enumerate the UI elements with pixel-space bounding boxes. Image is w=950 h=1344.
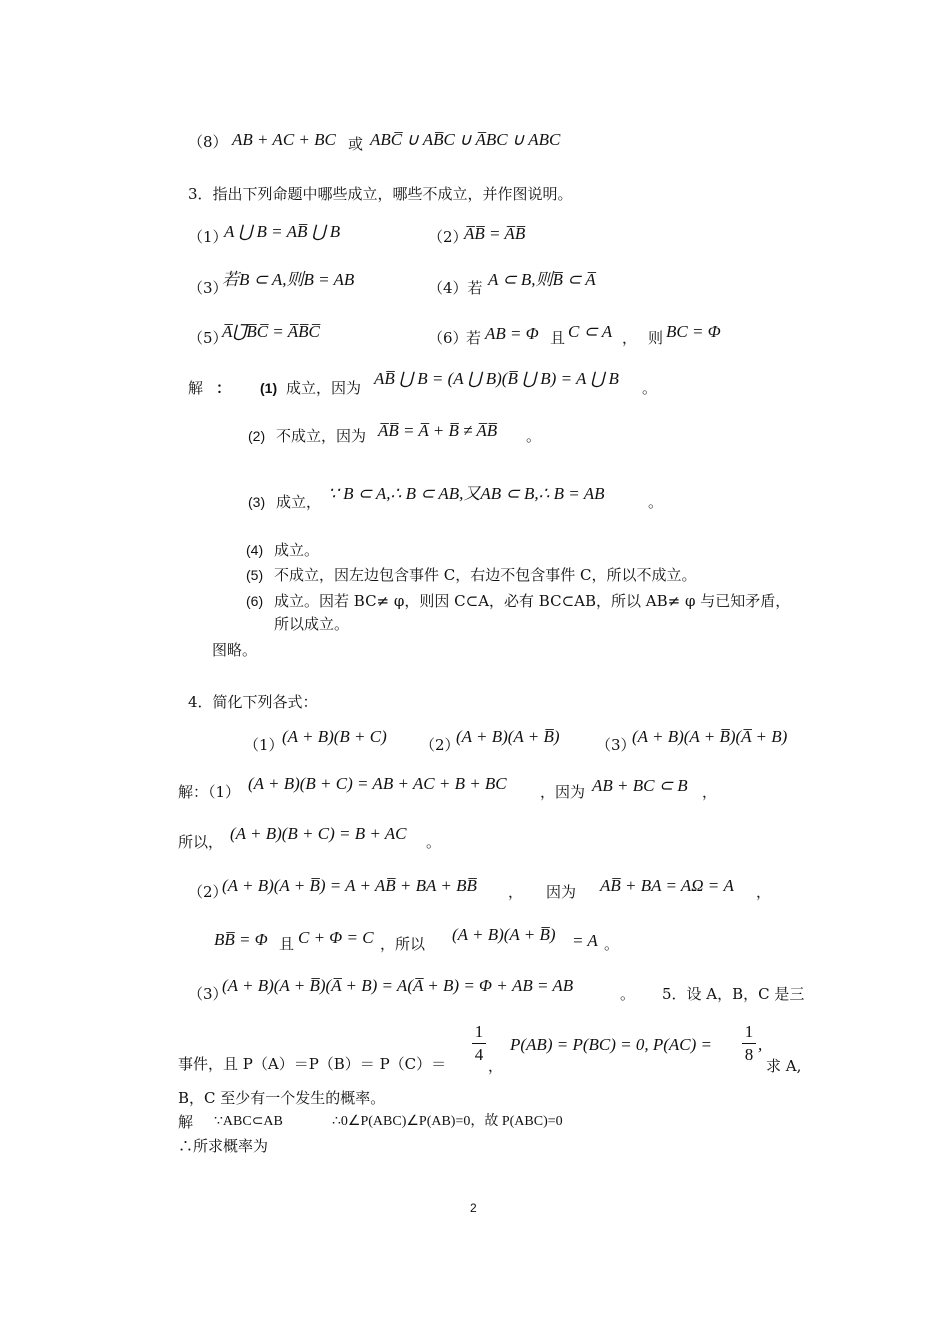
sol3-a1-end: 。 [642,379,658,397]
q4-i1-label: （1） [244,736,284,754]
q3-p6-expr2: C ⊂ A [568,322,613,341]
q5-fraction-2 [742,1022,756,1065]
q3-p6-expr1: AB = Φ [485,324,539,343]
sol4-s2-expr: (A + B)(A + B̅) = A + AB̅ + BA + BB̅ [222,876,477,895]
q3-p2-expr: A̅B̅ = A̅B̅ [464,224,526,243]
q5-frac1-num: 1 [474,1022,484,1041]
q3-p6-text4: 则 [648,329,664,347]
q5-sol-jie: 解 [178,1113,194,1131]
sol3-a6-label: (6) [246,593,264,609]
sol4-s1-expr: (A + B)(B + C) = AB + AC + B + BC [248,774,507,793]
sol3-a2-text: 不成立，因为 [276,427,367,445]
sol4-s1-end: ， [702,783,718,801]
sol4-s2-text: ， [508,883,524,901]
sol4-s3-end: 。 [620,985,636,1003]
q5-frac2-den: 8 [744,1045,754,1064]
q3-p3-expr: 若B ⊂ A,则B = AB [222,270,355,289]
sol3-colon: ： [216,379,232,397]
q3-p2-label: （2） [428,228,468,246]
q5-frac2-num: 1 [744,1022,754,1041]
q4-i1-expr: (A + B)(B + C) [282,727,387,746]
q5-sol-b: ∴0∠P(ABC)∠P(AB)=0，故 P(ABC)=0 [332,1114,563,1129]
sol3-a3-expr: ∵ B ⊂ A,∴ B ⊂ AB,又AB ⊂ B,∴ B = AB [328,484,605,503]
page-number: 2 [470,1201,477,1215]
q4-title: 4．简化下列各式： [188,693,318,711]
item8-label: （8） [188,133,228,151]
q5-frac1-bar [472,1043,486,1044]
q5-sol-c: ∴所求概率为 [178,1137,269,1155]
q5-line3: B，C 至少有一个发生的概率。 [178,1089,386,1107]
sol4-s3-expr: (A + B)(A + B̅)(A̅ + B) = A(A̅ + B) = Φ + AB = AB [222,976,574,995]
q3-p1-label: （1） [188,228,228,246]
sol4-s2b-expr4: = A [572,931,598,950]
q5-expr: P(AB) = P(BC) = 0, P(AC) = [510,1035,712,1054]
item8-expr: AB + AC + BC [232,130,336,149]
sol4-s1-text: ，因为 [540,783,586,801]
q3-p4-expr: A ⊂ B,则B̅ ⊂ A̅ [488,270,596,289]
sol3-a5-label: (5) [246,567,264,583]
sol3-a2-end: 。 [526,427,542,445]
sol4-s2b-expr2: C + Φ = C [298,928,374,947]
q4-i3-expr: (A + B)(A + B̅)(A̅ + B) [632,727,788,746]
sol4-s2b-end: 。 [604,935,620,953]
sol4-s2-expr2: AB̅ + BA = AΩ = A [600,876,734,895]
sol4-s2b-expr: BB̅ = Φ [214,930,268,949]
sol3-a3-end: 。 [648,493,664,511]
q5-fraction-1 [472,1022,486,1065]
q5-ask: 求 A, [766,1057,802,1075]
sol4-s2b-text: ，所以 [380,935,426,953]
q3-p6-label: （6） [428,329,468,347]
q3-p5-label: （5） [188,329,228,347]
q3-p6-expr3: BC = Φ [666,322,721,341]
sol4-s1-expr2: AB + BC ⊂ B [592,776,688,795]
sol3-a6-text2: 所以成立。 [274,615,350,633]
sol3-a1-text: 成立，因为 [286,379,362,397]
sol3-a5-text: 不成立，因左边包含事件 C，右边不包含事件 C，所以不成立。 [274,566,697,584]
sol4-s1b-text: 所以， [178,833,224,851]
sol4-s2-label: （2） [188,883,228,901]
q5-comma: ， [488,1057,504,1075]
sol3-figure: 图略。 [212,641,258,659]
q5-sol-a: ∵ABC⊂AB [214,1114,283,1129]
q5-frac2-bar [742,1043,756,1044]
sol3-a3-label: (3) [248,494,266,510]
q4-i3-label: （3） [596,736,636,754]
sol3-jie: 解 [188,379,204,397]
q5-intro: 5．设 A，B，C 是三 [662,985,805,1003]
q3-title: 3．指出下列命题中哪些成立，哪些不成立，并作图说明。 [188,185,573,203]
sol4-s2b-expr3: (A + B)(A + B̅) [452,925,556,944]
sol3-a3-text: 成立， [276,493,322,511]
q3-p6-text2: 且 [550,329,566,347]
q3-p5-expr: A̅⋃̅B̅C̅ = A̅B̅C̅ [222,322,320,341]
q3-p3-label: （3） [188,279,228,297]
sol4-s2b-and: 且 [279,935,295,953]
sol4-s1b-expr: (A + B)(B + C) = B + AC [230,824,407,843]
q5-frac1-den: 4 [474,1045,484,1064]
q3-p4-label: （4）若 [428,279,483,297]
q3-p6-text3: ， [622,329,638,347]
item8-expr2: ABC̅ ∪ AB̅C ∪ A̅BC ∪ ABC [370,130,561,149]
sol3-a1-expr: AB̅ ⋃ B = (A ⋃ B)(B̅ ⋃ B) = A ⋃ B [374,369,619,388]
q4-i2-expr: (A + B)(A + B̅) [456,727,560,746]
sol3-a2-label: (2) [248,428,266,444]
sol4-s2-end: ， [756,883,772,901]
sol4-s1b-end: 。 [426,833,442,851]
q4-i2-label: （2） [420,736,460,754]
q5-line2-text: 事件，且 P（A）＝P（B）＝ P（C）＝ [178,1055,447,1073]
sol4-s1-label: 解：（1） [178,783,241,801]
q3-p1-expr: A ⋃ B = AB̅ ⋃ B [224,222,341,241]
sol3-a1-label: (1) [260,380,278,396]
item8-or: 或 [348,135,364,153]
sol4-s3-label: （3） [188,985,228,1003]
q5-comma2: , [758,1035,763,1054]
q3-p6-text1: 若 [466,329,482,347]
sol3-a6-text: 成立。因若 BC≠ φ，则因 C⊂A，必有 BC⊂AB，所以 AB≠ φ 与已知矛盾， [274,592,791,610]
sol3-a4-text: 成立。 [274,541,320,559]
sol4-s2-because: 因为 [546,883,577,901]
sol3-a4-label: (4) [246,542,264,558]
sol3-a2-expr: A̅B̅ = A̅ + B̅ ≠ A̅B̅ [378,421,498,440]
